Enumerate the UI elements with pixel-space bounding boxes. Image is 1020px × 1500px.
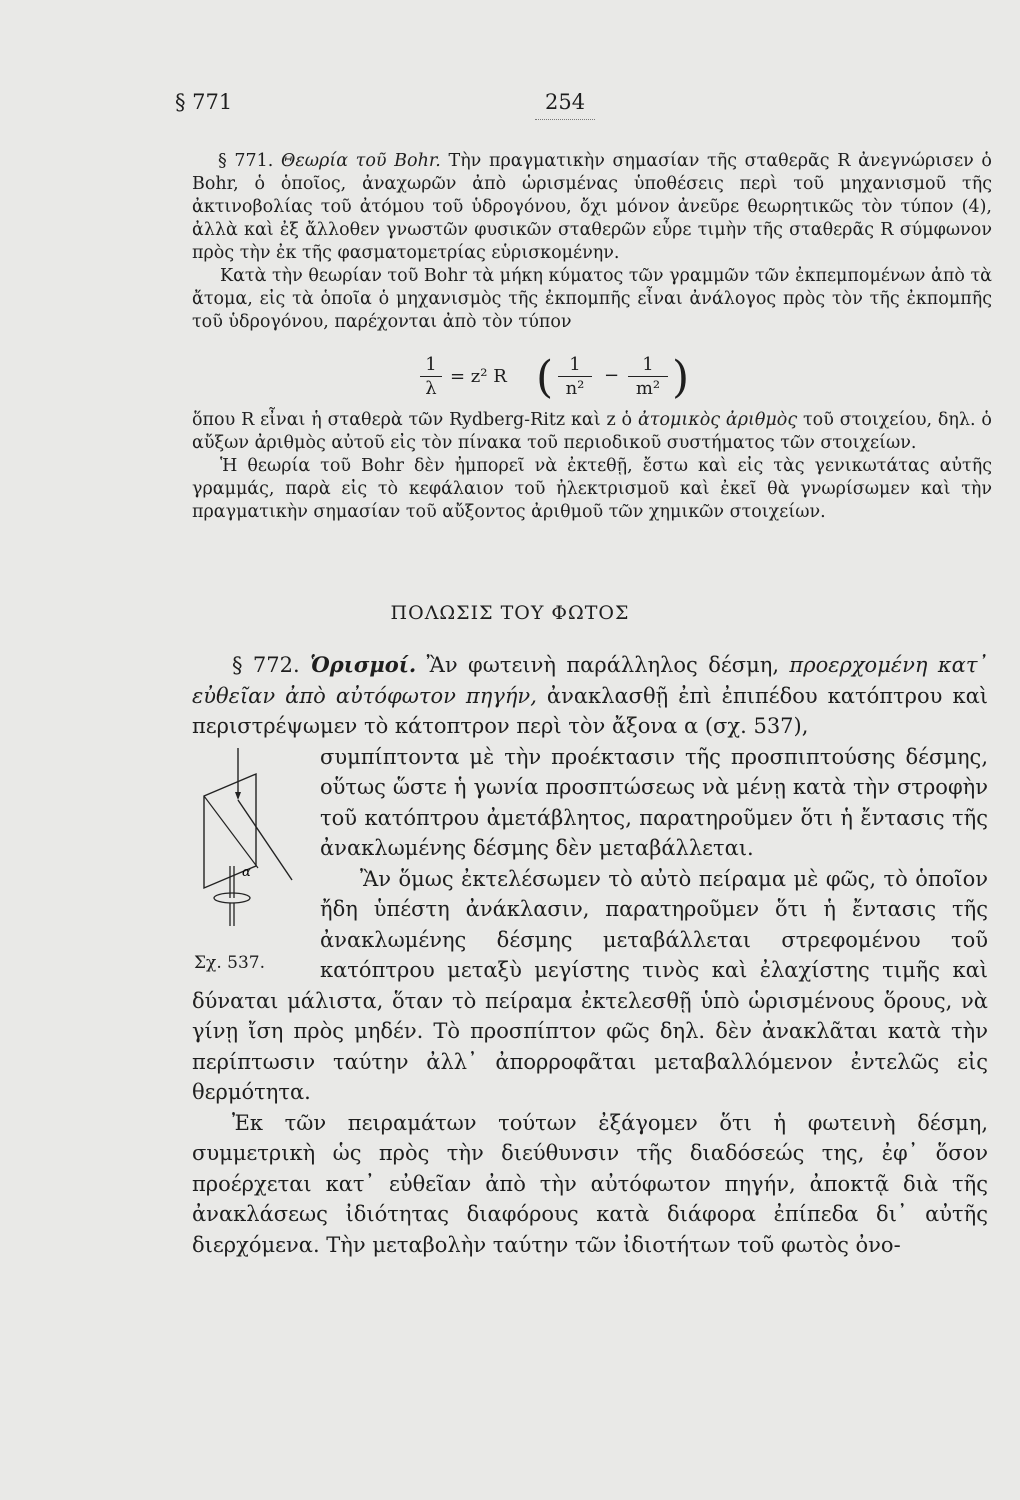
bohr-formula (420, 354, 740, 410)
figure-axis-label: α (242, 864, 251, 880)
header-section-ref: § 771 (175, 90, 233, 114)
mirror-figure-drawing (194, 748, 304, 943)
s771-para3-italic: ἀτομικὸς ἀριθμὸς (637, 410, 798, 430)
s772-intro-b: ἀνακλασθῇ ἐπὶ ἐπιπέδου κατόπτρου καὶ περιστρέψωμεν τὸ κάτοπτρον περὶ τὸν ἄξονα α (σχ. 537), (192, 683, 988, 738)
s772-number: § 772. (232, 653, 300, 677)
s771-para1-text: Τὴν πραγματικὴν σημασίαν τῆς σταθερᾶς R ἀνεγνώρισεν ὁ Bohr, ὁ ὁποῖος, ἀναχωρῶν ἀπὸ ὡρισμένας ὑποθέσεις περὶ τοῦ μηχανισμοῦ τῆς ἀκτινοβολίας τοῦ ἀτόμου τοῦ ὑδρογόνου, ὄχι μόνον ἀνεῦρε θεωρητικῶς τὸν τύπον (4), ἀλλὰ καὶ ἐξ ἄλλοθεν γνωστῶν φυσικῶν σταθερῶν εὗρε τιμὴν τῆς σταθερᾶς R σύμφωνον πρὸς τὴν ἐκ τῆς φασματομετρίας εὑρισκομένην. (192, 151, 992, 263)
formula-close-paren: ) (672, 352, 690, 403)
s771-para3-b: τοῦ στοιχείου, δηλ. ὁ αὔξων ἀριθμὸς αὐτοῦ εἰς τὸν πίνακα τοῦ περιοδικοῦ συστήματος τῶν στοιχείων. (192, 410, 992, 453)
s771-para4: Ἡ θεωρία τοῦ Bohr δὲν ἠμπορεῖ νὰ ἐκτεθῇ, ἔστω καὶ εἰς τὰς γενικωτάτας αὐτῆς γραμμάς, παρὰ εἰς τὸ κεφάλαιον τοῦ ἠλεκτρισμοῦ καὶ ἐκεῖ θὰ γνωρίσωμεν καὶ τὴν πραγματικὴν σημασίαν τοῦ αὔξοντος ἀριθμοῦ τῶν χημικῶν στοιχείων. (192, 456, 992, 522)
s771-number: § 771. (218, 151, 274, 171)
figure-caption: Σχ. 537. (194, 952, 265, 973)
s772-para3: Ἐκ τῶν πειραμάτων τούτων ἐξάγομεν ὅτι ἡ φωτεινὴ δέσμη, συμμετρικὴ ὡς πρὸς τὴν διεύθυνσιν τῆς διαδόσεώς της, ἐφ᾽ ὅσον προέρχεται κατ᾽ εὐθεῖαν ἀπὸ τὴν αὐτόφωτον πηγήν, ἀποκτᾷ διὰ τῆς ἀνακλάσεως ἰδιότητας διαφόρους κατὰ διάφορα ἐπίπεδα δι᾽ αὐτῆς διερχόμενα. Τὴν μεταβολὴν ταύτην τῶν ἰδιοτήτων τοῦ φωτὸς ὀνο- (192, 1110, 988, 1257)
section-771 (192, 150, 992, 334)
s772-para1: συμπίπτοντα μὲ τὴν προέκτασιν τῆς προσπιπτούσης δέσμης, οὕτως ὥστε ἡ γωνία προσπτώσεως νὰ μένῃ κατὰ τὴν στροφὴν τοῦ κατόπτρου ἀμετάβλητος, παρατηροῦμεν ὅτι ἡ ἔντασις τῆς ἀνακλωμένης δέσμης δὲν μεταβάλλεται. (320, 744, 988, 860)
formula-n-den: n² (565, 378, 585, 399)
formula-n-frac (558, 354, 592, 401)
formula-minus: − (604, 365, 620, 386)
formula-m-den: m² (635, 378, 661, 399)
s772-title: Ὁρισμοί. (310, 652, 417, 677)
page-number: 254 (545, 90, 586, 114)
s771-title: Θεωρία τοῦ Bohr. (281, 151, 441, 171)
s772-intro-italic: προερχομένη κατ᾽ εὐθεῖαν ἀπὸ αὐτόφωτον πηγήν, (192, 653, 988, 708)
formula-n-num: 1 (558, 354, 592, 377)
formula-lhs-den: λ (425, 378, 437, 399)
formula-eq: = z² R (450, 366, 507, 387)
figure-537 (192, 748, 320, 986)
formula-open-paren: ( (536, 352, 554, 403)
s772-para2: Ἂν ὅμως ἐκτελέσωμεν τὸ αὐτὸ πείραμα μὲ φῶς, τὸ ὁποῖον ἤδη ὑπέστη ἀνάκλασιν, παρατηροῦμεν ὅτι ἡ ἔντασις τῆς ἀνακλωμένης δέσμης μεταβάλλεται στρεφομένου τοῦ κατόπτρου μεταξὺ μεγίστης τινὸς καὶ ἐλαχίστης τιμῆς καὶ δύναται μάλιστα, ὅταν τὸ πείραμα ἐκτελεσθῇ ὑπὸ ὡρισμένους ὅρους, νὰ γίνῃ ἴση πρὸς μηδέν. Τὸ προσπίπτον φῶς δηλ. δὲν ἀνακλᾶται κατὰ τὴν περίπτωσιν ταύτην ἀλλ᾽ ἀπορροφᾶται μεταβαλλόμενον ἐντελῶς εἰς θερμότητα. (192, 866, 988, 1104)
formula-lhs-num: 1 (420, 354, 442, 377)
s772-intro-a: Ἂν φωτεινὴ παράλληλος δέσμη, (426, 653, 779, 677)
s771-para2: Κατὰ τὴν θεωρίαν τοῦ Bohr τὰ μήκη κύματος τῶν γραμμῶν τῶν ἐκπεμπομένων ἀπὸ τὰ ἄτομα, εἰς τὰ ὁποῖα ὁ μηχανισμὸς τῆς ἐκπομπῆς εἶναι ἀνάλογος πρὸς τὸν τῆς ἐκπομπῆς τοῦ ὑδρογόνου, παρέχονται ἀπὸ τὸν τύπον (192, 266, 992, 332)
s772-intro (192, 650, 988, 742)
formula-lhs-frac (420, 354, 442, 401)
s771-para1 (192, 150, 992, 265)
section-772 (192, 650, 988, 1260)
section-771-cont (192, 409, 992, 524)
page-header (175, 90, 995, 120)
s771-para3 (192, 409, 992, 455)
section-heading: ΠΟΛΩΣΙΣ ΤΟΥ ΦΩΤΟΣ (390, 602, 630, 624)
formula-m-num: 1 (628, 354, 668, 377)
s771-para3-a: ὅπου R εἶναι ἡ σταθερὰ τῶν Rydberg-Ritz καὶ z ὁ (192, 410, 633, 430)
formula-m-frac (628, 354, 668, 401)
